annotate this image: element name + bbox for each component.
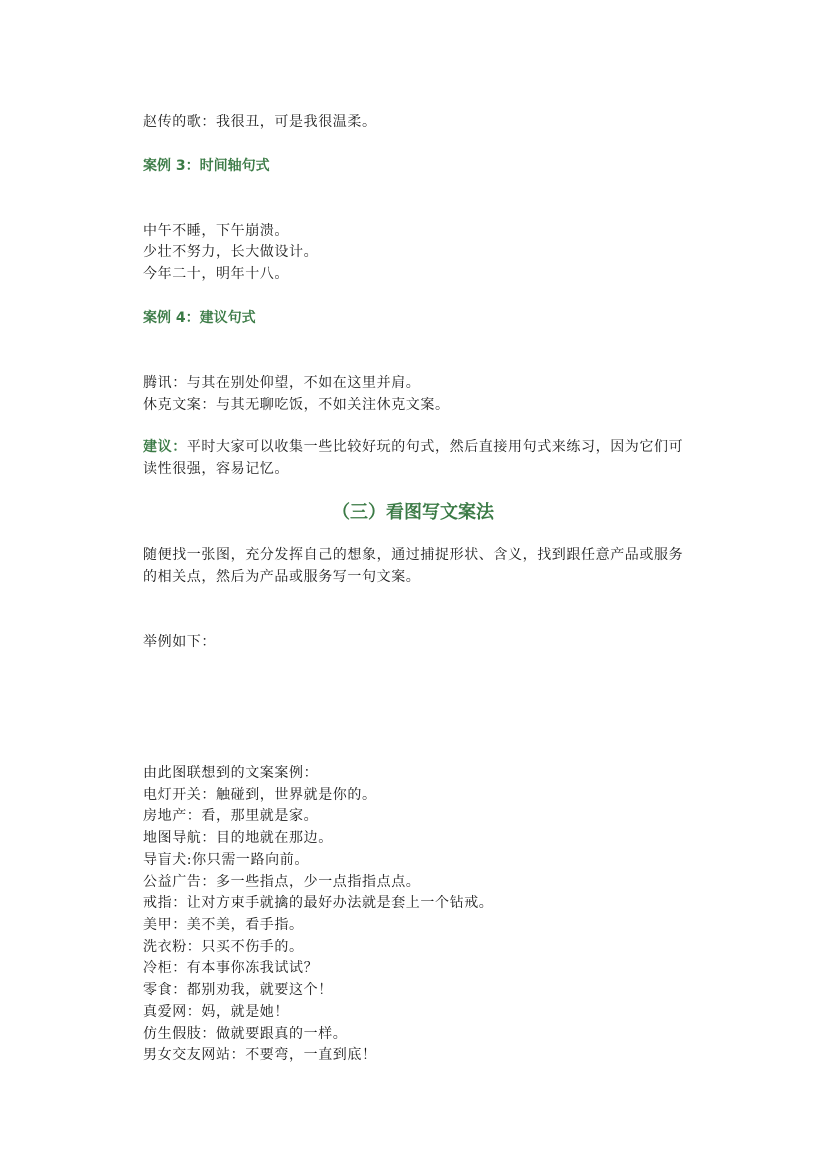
- example-item: 公益广告：多一些指点，少一点指指点点。: [143, 874, 421, 890]
- case4-heading: 案例 4：建议句式: [143, 310, 256, 326]
- example-item: 地图导航：目的地就在那边。: [143, 830, 333, 846]
- example-item: 真爱网：妈，就是她！: [143, 1004, 289, 1020]
- advice-paragraph: [143, 436, 688, 480]
- section3-para-before: 随便找一张图，充分发挥自己的想象，: [143, 547, 392, 563]
- case4-line: 休克文案：与其无聊吃饭，不如关注休克文案。: [143, 397, 450, 413]
- case4-line: 腾讯：与其在别处仰望，不如在这里并肩。: [143, 375, 421, 391]
- section3-para-emphasis: 通过捕捉形状、含义，: [391, 547, 538, 563]
- example-item: 男女交友网站：不要弯，一直到底！: [143, 1047, 377, 1063]
- example-item: 戒指：让对方束手就擒的最好办法就是套上一个钻戒。: [143, 895, 494, 911]
- example-item: 洗衣粉：只买不伤手的。: [143, 939, 304, 955]
- advice-label: 建议：: [143, 439, 187, 455]
- section3-paragraph: [143, 544, 688, 588]
- example-item: 冷柜：有本事你冻我试试？: [143, 960, 319, 976]
- intro-line: 赵传的歌：我很丑，可是我很温柔。: [143, 114, 377, 130]
- advice-text: 平时大家可以收集一些比较好玩的句式，然后直接用句式来练习，因为它们可读性很强，容易记忆。: [143, 439, 684, 477]
- case3-heading: 案例 3：时间轴句式: [143, 158, 270, 174]
- example-item: 美甲：美不美，看手指。: [143, 917, 304, 933]
- example-item: 电灯开关：触碰到，世界就是你的。: [143, 787, 377, 803]
- example-item: 零食：都别劝我，就要这个！: [143, 982, 333, 998]
- case3-line: 中午不睡，下午崩溃。: [143, 223, 289, 239]
- example-item: 导盲犬:你只需一路向前。: [143, 852, 309, 868]
- case3-line: 少壮不努力，长大做设计。: [143, 244, 319, 260]
- case3-line: 今年二十，明年十八。: [143, 266, 289, 282]
- example-label: 举例如下：: [143, 634, 216, 650]
- section3-title: （三）看图写文案法: [332, 502, 494, 523]
- section3-para-after: 找到跟任意产品或服务的相关点，然后为产品或服务写一句文案。: [143, 547, 684, 585]
- examples-intro: 由此图联想到的文案案例：: [143, 765, 319, 781]
- example-item: 仿生假肢：做就要跟真的一样。: [143, 1026, 348, 1042]
- example-item: 房地产：看，那里就是家。: [143, 808, 319, 824]
